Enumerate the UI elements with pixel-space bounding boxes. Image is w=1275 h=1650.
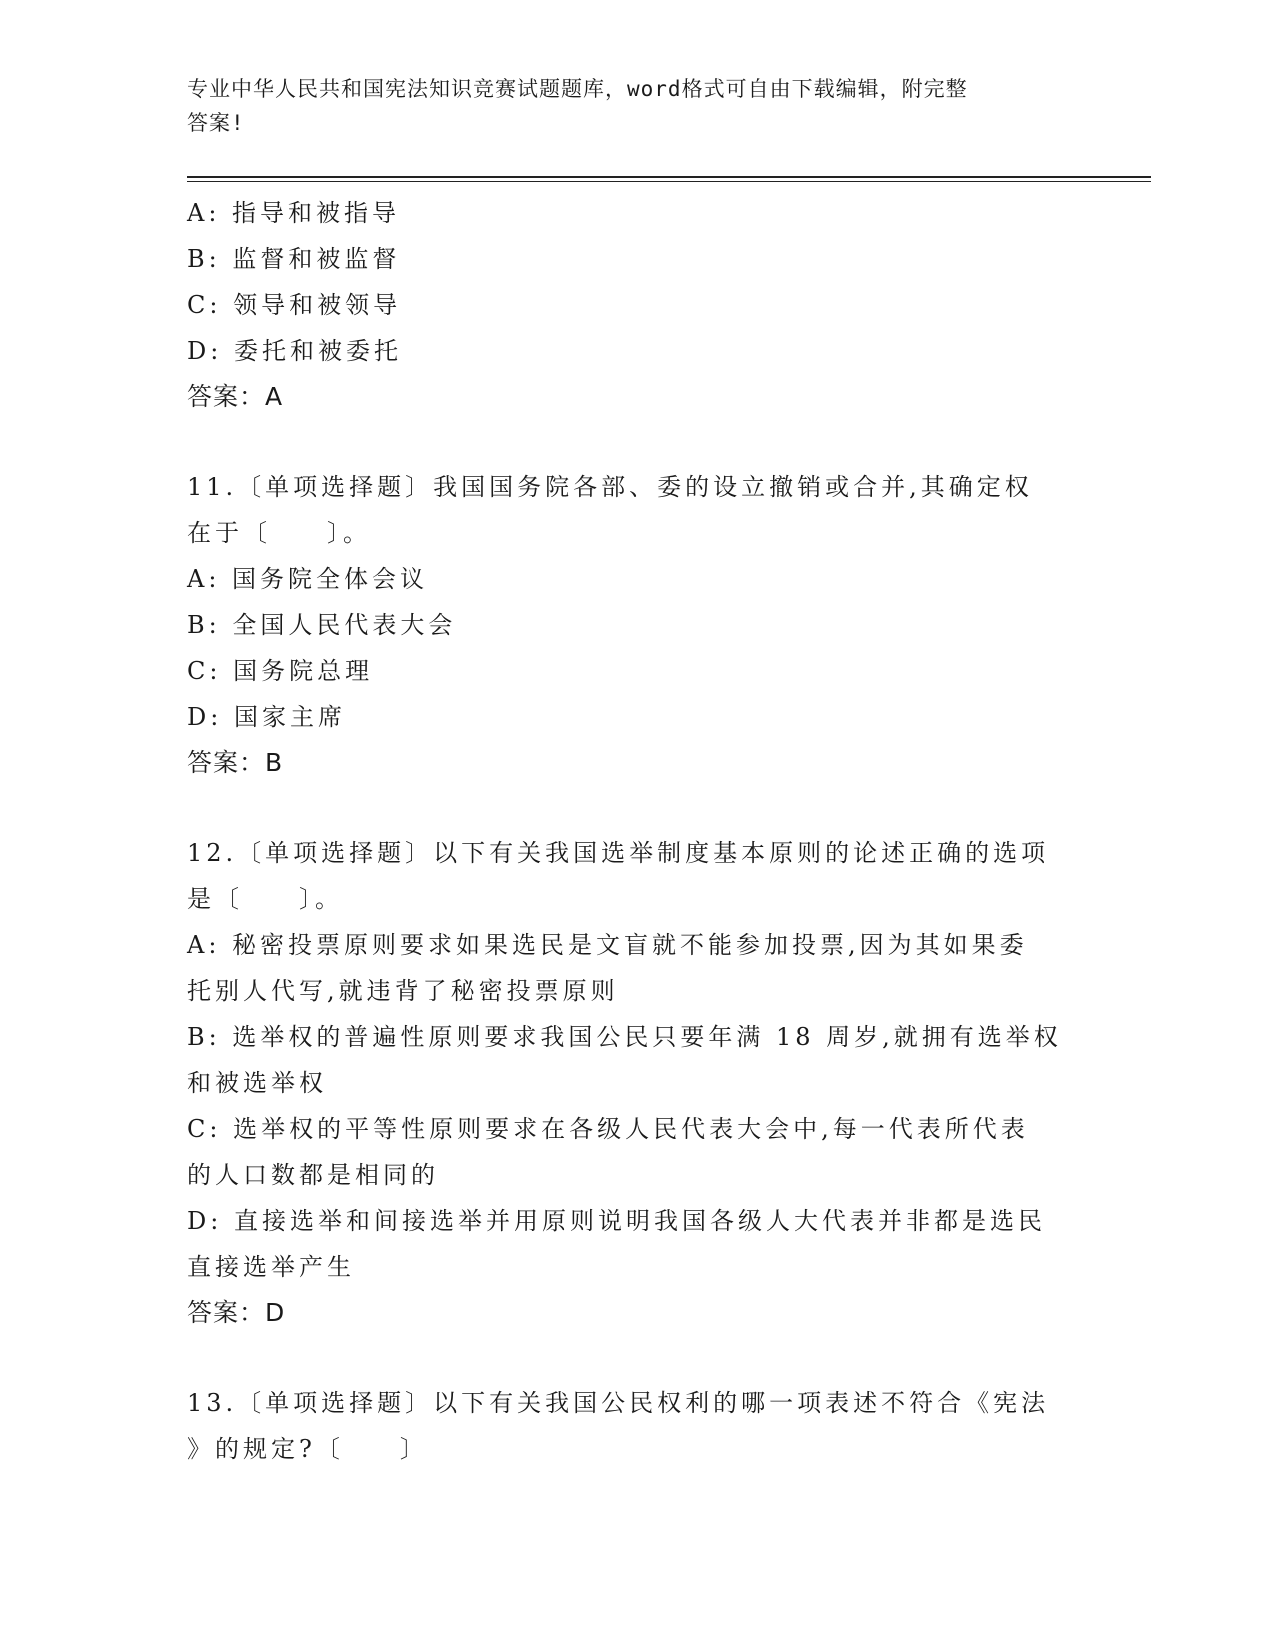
header-divider-thin	[187, 181, 1151, 182]
option-c: C: 国务院总理	[187, 657, 374, 685]
option-c-cont: 的人口数都是相同的	[187, 1161, 439, 1189]
option-b: B: 选举权的普遍性原则要求我国公民只要年满 18 周岁,就拥有选举权	[187, 1023, 1062, 1051]
answer: 答案：D	[187, 1298, 286, 1327]
option-a-cont: 托别人代写,就违背了秘密投票原则	[187, 977, 619, 1005]
option-a: A: 秘密投票原则要求如果选民是文盲就不能参加投票,因为其如果委	[187, 931, 1028, 959]
question-stem-cont: 是〔 〕。	[187, 885, 343, 913]
question-list	[187, 190, 1087, 1472]
answer: 答案：A	[187, 382, 284, 411]
question-stem-cont: 在于〔 〕。	[187, 519, 371, 547]
option-c: C: 领导和被领导	[187, 291, 402, 319]
header-divider	[187, 176, 1151, 178]
option-a: A: 指导和被指导	[187, 199, 401, 227]
document-header	[187, 72, 1067, 140]
option-b-cont: 和被选举权	[187, 1069, 327, 1097]
header-line-2: 答案!	[187, 111, 245, 135]
question-11	[187, 464, 1087, 786]
option-d: D: 国家主席	[187, 703, 346, 731]
option-d: D: 委托和被委托	[187, 337, 402, 365]
question-stem: 12.〔单项选择题〕以下有关我国选举制度基本原则的论述正确的选项	[187, 839, 1050, 867]
option-b: B: 全国人民代表大会	[187, 611, 457, 639]
question-13	[187, 1380, 1087, 1472]
option-a: A: 国务院全体会议	[187, 565, 429, 593]
question-stem: 11.〔单项选择题〕我国国务院各部、委的设立撤销或合并,其确定权	[187, 473, 1033, 501]
header-line-1: 专业中华人民共和国宪法知识竞赛试题题库，word格式可自由下载编辑，附完整	[187, 77, 968, 101]
question-stem-cont: 》的规定?〔 〕	[187, 1435, 428, 1463]
option-d: D: 直接选举和间接选举并用原则说明我国各级人大代表并非都是选民	[187, 1207, 1046, 1235]
answer: 答案：B	[187, 748, 284, 777]
question-stem: 13.〔单项选择题〕以下有关我国公民权利的哪一项表述不符合《宪法	[187, 1389, 1050, 1417]
question-12	[187, 830, 1087, 1336]
question-10	[187, 190, 1087, 420]
option-d-cont: 直接选举产生	[187, 1253, 355, 1281]
option-b: B: 监督和被监督	[187, 245, 401, 273]
option-c: C: 选举权的平等性原则要求在各级人民代表大会中,每一代表所代表	[187, 1115, 1029, 1143]
